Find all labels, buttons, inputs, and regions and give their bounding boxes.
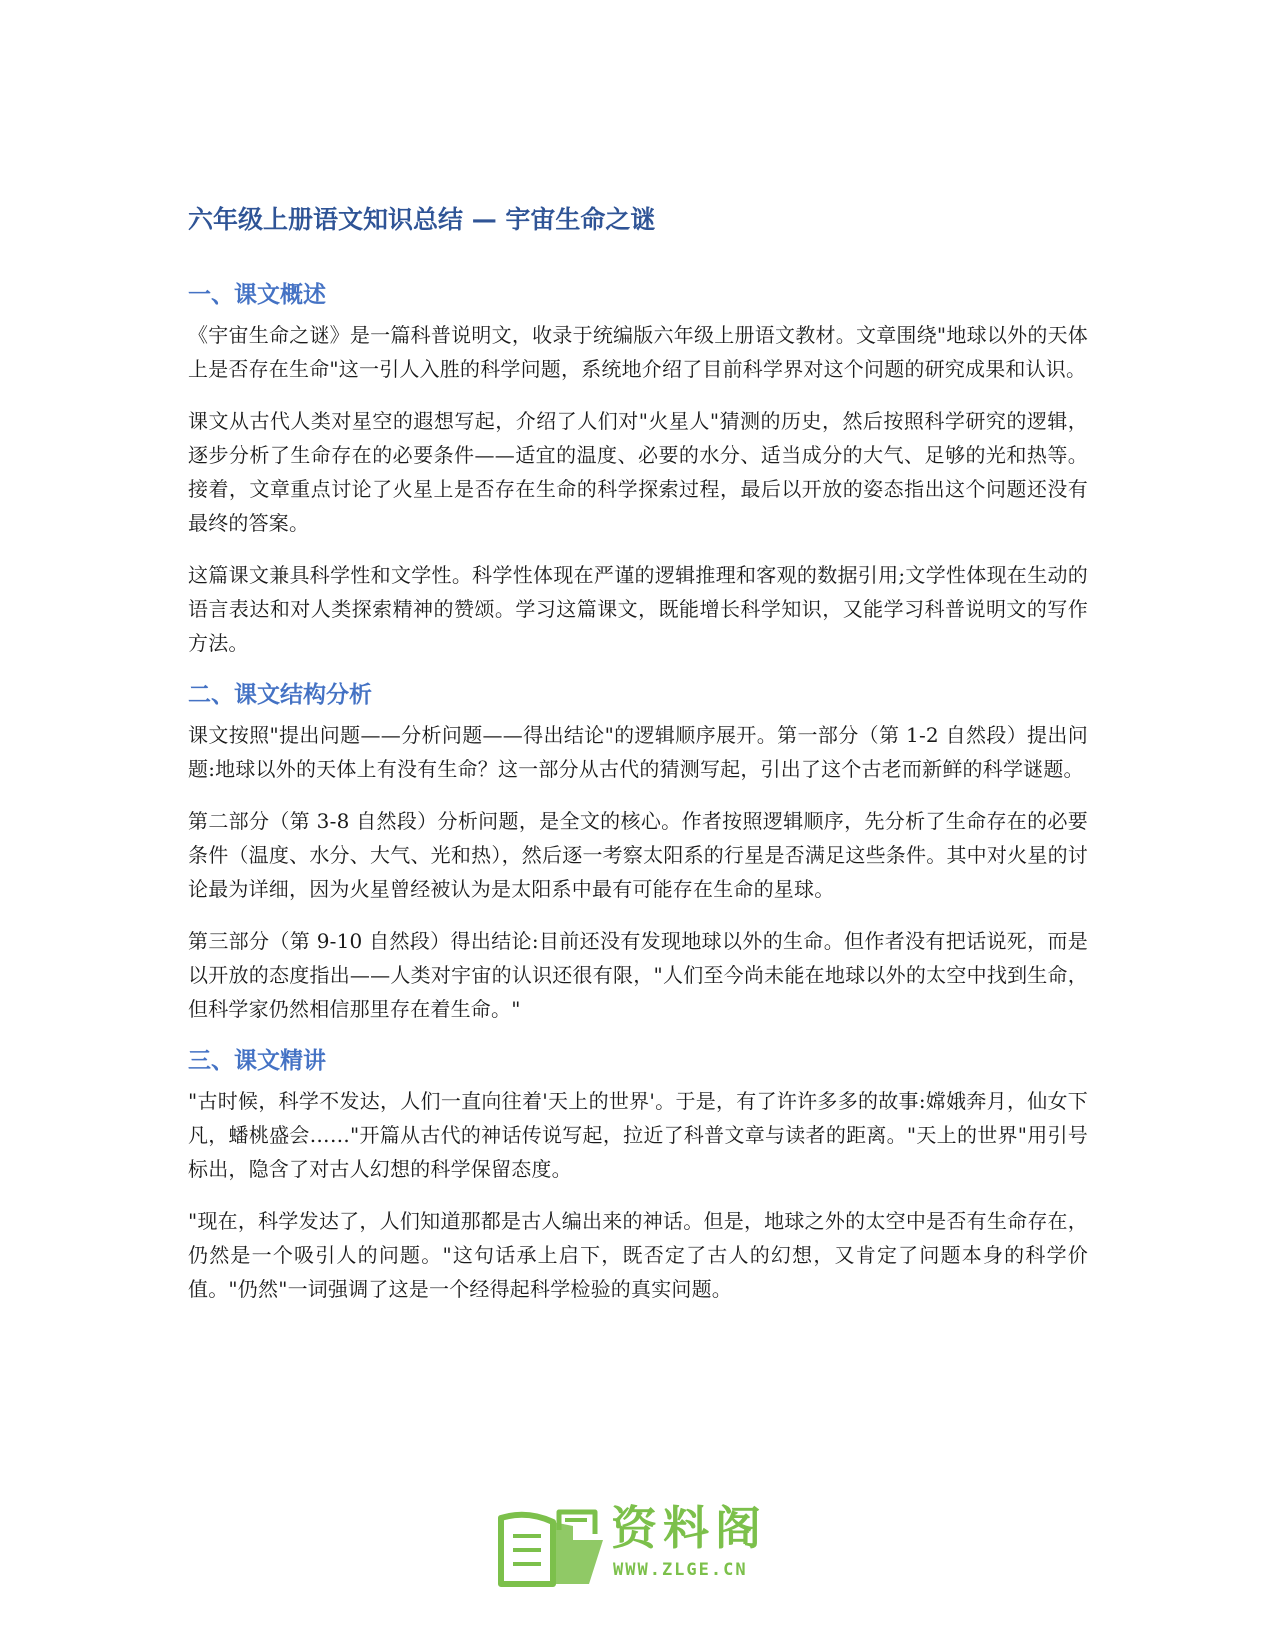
open-book-folder-icon bbox=[493, 1500, 608, 1590]
document-title: 六年级上册语文知识总结 — 宇宙生命之谜 bbox=[188, 205, 656, 234]
paragraph: 第二部分（第 3-8 自然段）分析问题，是全文的核心。作者按照逻辑顺序，先分析了生命存在的必要条件（温度、水分、大气、光和热），然后逐一考察太阳系的行星是否满足这些条件。其中对火星的讨论最为详细，因为火星曾经被认为是太阳系中最有可能存在生命的星球。 bbox=[188, 809, 1088, 901]
section-overview bbox=[188, 278, 1088, 660]
paragraph: 第三部分（第 9-10 自然段）得出结论:目前还没有发现地球以外的生命。但作者没有把话说死，而是以开放的态度指出——人类对宇宙的认识还很有限，"人们至今尚未能在地球以外的太空中找到生命，但科学家仍然相信那里存在着生命。" bbox=[188, 929, 1088, 1021]
section-structure bbox=[188, 678, 1088, 1026]
section-heading: 一、课文概述 bbox=[188, 282, 326, 308]
watermark-url: WWW.ZLGE.CN bbox=[613, 1560, 748, 1580]
paragraph: 课文从古代人类对星空的遐想写起，介绍了人们对"火星人"猜测的历史，然后按照科学研究的逻辑，逐步分析了生命存在的必要条件——适宜的温度、必要的水分、适当成分的大气、足够的光和热等。接着，文章重点讨论了火星上是否存在生命的科学探索过程，最后以开放的姿态指出这个问题还没有最终的答案。 bbox=[188, 409, 1088, 535]
paragraph: 课文按照"提出问题——分析问题——得出结论"的逻辑顺序展开。第一部分（第 1-2 自然段）提出问题:地球以外的天体上有没有生命？这一部分从古代的猜测写起，引出了这个古老而新鲜的科学谜题。 bbox=[188, 723, 1088, 781]
watermark-logo bbox=[493, 1500, 783, 1590]
paragraph: "现在，科学发达了，人们知道那都是古人编出来的神话。但是，地球之外的太空中是否有生命存在，仍然是一个吸引人的问题。"这句话承上启下，既否定了古人的幻想，又肯定了问题本身的科学价值。"仍然"一词强调了这是一个经得起科学检验的真实问题。 bbox=[188, 1209, 1088, 1301]
paragraph: 《宇宙生命之谜》是一篇科普说明文，收录于统编版六年级上册语文教材。文章围绕"地球以外的天体上是否存在生命"这一引人入胜的科学问题，系统地介绍了目前科学界对这个问题的研究成果和认识。 bbox=[188, 323, 1088, 381]
watermark-brand: 资料阁 bbox=[611, 1501, 767, 1555]
section-heading: 三、课文精讲 bbox=[188, 1048, 326, 1074]
paragraph: "古时候，科学不发达，人们一直向往着'天上的世界'。于是，有了许许多多的故事:嫦娥奔月，仙女下凡，蟠桃盛会……"开篇从古代的神话传说写起，拉近了科普文章与读者的距离。"天上的世界"用引号标出，隐含了对古人幻想的科学保留态度。 bbox=[188, 1089, 1088, 1181]
document-page bbox=[188, 200, 1088, 1324]
section-heading: 二、课文结构分析 bbox=[188, 682, 372, 708]
section-explanation bbox=[188, 1044, 1088, 1306]
paragraph: 这篇课文兼具科学性和文学性。科学性体现在严谨的逻辑推理和客观的数据引用;文学性体现在生动的语言表达和对人类探索精神的赞颂。学习这篇课文，既能增长科学知识，又能学习科普说明文的写作方法。 bbox=[188, 563, 1088, 655]
